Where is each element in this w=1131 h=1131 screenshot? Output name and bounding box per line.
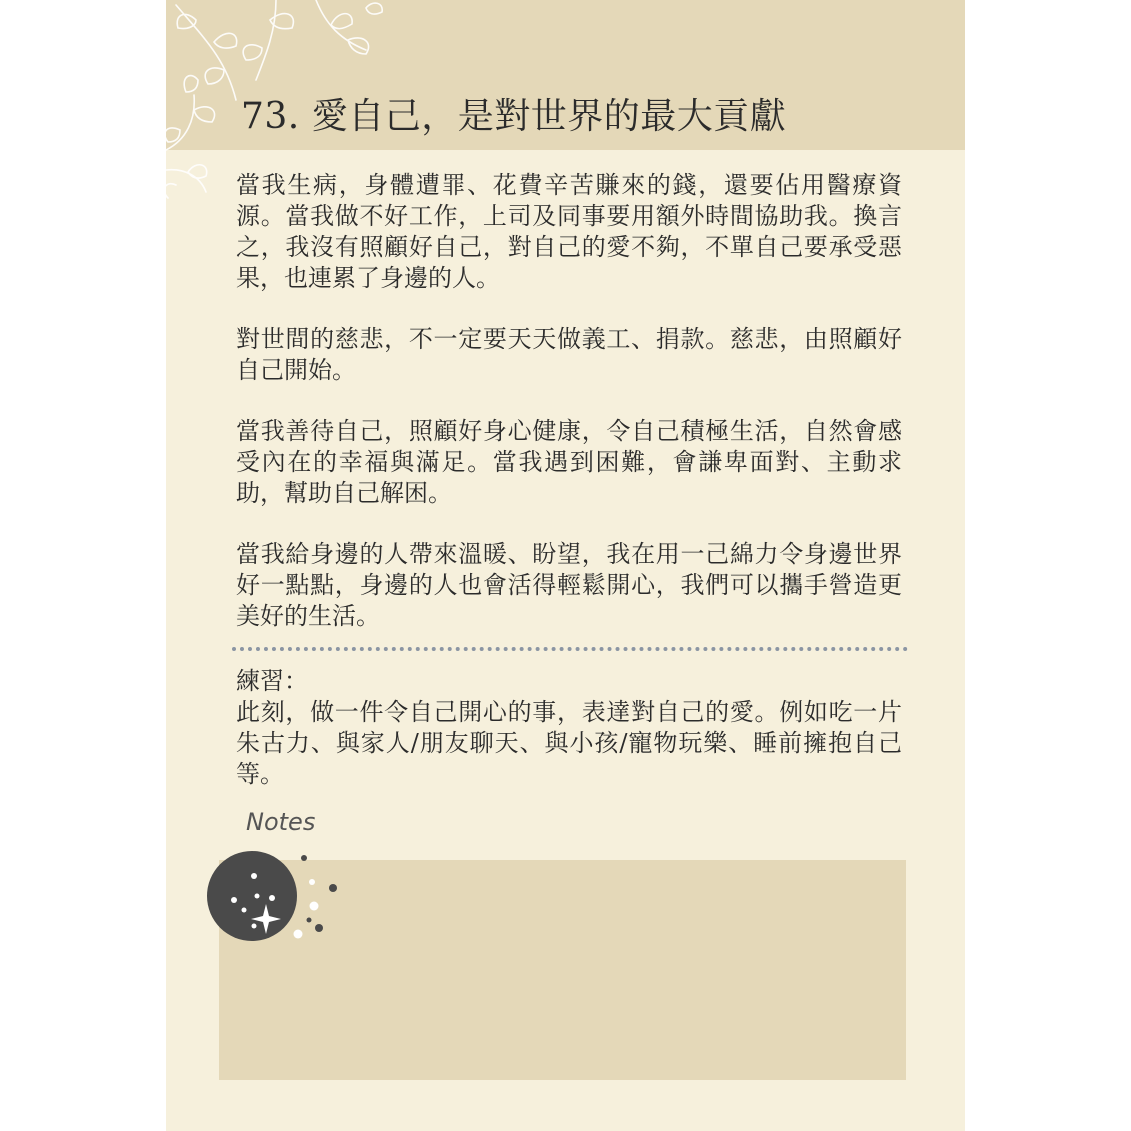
body-text bbox=[236, 170, 902, 662]
exercise-section bbox=[236, 666, 902, 790]
paragraph-1: 當我生病，身體遭罪、花費辛苦賺來的錢，還要佔用醫療資源。當我做不好工作，上司及同事要用額外時間協助我。換言之，我沒有照顧好自己，對自己的愛不夠，不單自己要承受惡果，也連累了身邊的人。 bbox=[236, 171, 902, 292]
paragraph-3: 當我善待自己，照顧好身心健康，令自己積極生活，自然會感受內在的幸福與滿足。當我遇到困難，會謙卑面對、主動求助，幫助自己解困。 bbox=[236, 417, 902, 507]
dotted-divider bbox=[232, 647, 908, 651]
page-title: 73. 愛自己，是對世界的最大貢獻 bbox=[241, 96, 787, 137]
exercise-text: 此刻，做一件令自己開心的事，表達對自己的愛。例如吃一片朱古力、與家人/朋友聊天、與小孩/寵物玩樂、睡前擁抱自己等。 bbox=[236, 698, 902, 788]
journal-page bbox=[166, 0, 965, 1131]
paragraph-2: 對世間的慈悲，不一定要天天做義工、捐款。慈悲，由照顧好自己開始。 bbox=[236, 325, 902, 384]
notes-label: Notes bbox=[246, 808, 316, 836]
exercise-heading: 練習： bbox=[236, 667, 308, 695]
moon-stars-icon bbox=[202, 848, 352, 948]
paragraph-4: 當我給身邊的人帶來溫暖、盼望，我在用一己綿力令身邊世界好一點點，身邊的人也會活得輕鬆開心，我們可以攜手營造更美好的生活。 bbox=[236, 540, 902, 630]
